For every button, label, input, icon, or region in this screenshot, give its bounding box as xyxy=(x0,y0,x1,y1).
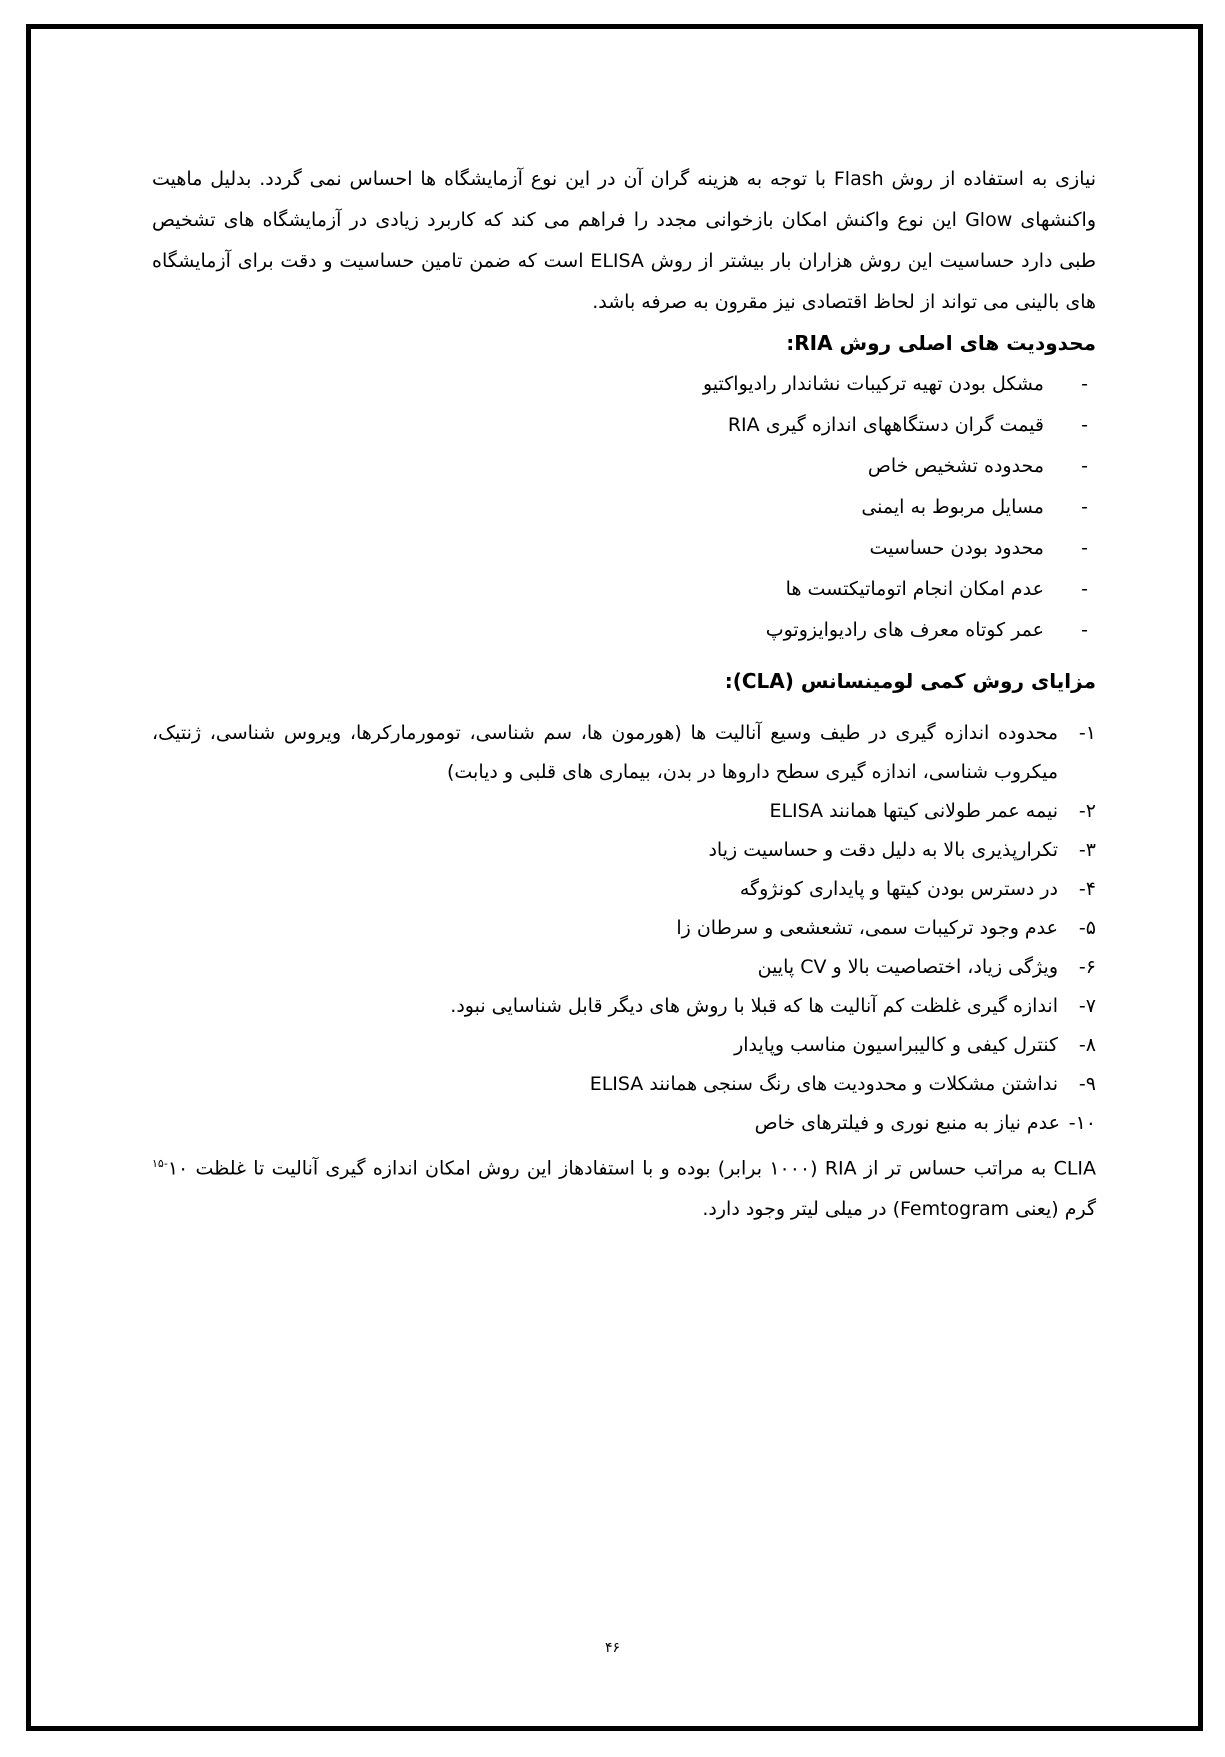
document-body xyxy=(152,159,1096,1230)
power-exponent: -۱۵ xyxy=(152,1157,168,1170)
closing-line-1: CLIA به مراتب حساس تر از RIA (۱۰۰۰ برابر) بوده و با استفادهاز این روش امکان اندازه گیری xyxy=(325,1157,1097,1180)
list-item: - محدوده تشخیص خاص xyxy=(867,455,1088,477)
list-item: ۱- محدوده اندازه گیری در طیف وسیع آنالیت ها (هورمون ها، سم شناسی، تومورمارکرها، ویروس شناسی، ژنتیک، میکروب شناسی، اندازه گیری سطح داروها در بدن، بیماری های قلبی و دیابت) xyxy=(152,722,1096,783)
cla-advantages-list xyxy=(152,714,1096,1143)
list-item: - عدم امکان انجام اتوماتیکتست ها xyxy=(785,578,1088,600)
closing-paragraph xyxy=(152,1143,1096,1230)
list-item: - عمر کوتاه معرف های رادیوایزوتوپ xyxy=(765,619,1088,641)
list-item: - مسایل مربوط به ایمنی xyxy=(861,496,1088,518)
list-item: ۳- تکرارپذیری بالا به دلیل دقت و حساسیت زیاد xyxy=(708,839,1096,861)
list-item: - قیمت گران دستگاههای اندازه گیری RIA xyxy=(727,414,1088,436)
list-item: ۷- اندازه گیری غلظت کم آنالیت ها که قبلا با روش های دیگر قابل شناسایی نبود. xyxy=(450,995,1096,1017)
closing-line-2-end: گرم (یعنی Femtogram) در میلی لیتر وجود دارد. xyxy=(702,1198,1096,1221)
closing-line-2-start: آنالیت تا غلظت xyxy=(188,1157,319,1180)
list-item: ۴- در دسترس بودن کیتها و پایداری کونژوگه xyxy=(739,878,1096,900)
cla-advantages-heading: مزایای روش کمی لومینسانس (CLA): xyxy=(724,669,1096,693)
list-item: ۱۰- عدم نیاز به منبع نوری و فیلترهای خاص xyxy=(754,1112,1096,1134)
page-number: ۴۶ xyxy=(604,1640,621,1656)
intro-paragraph: نیازی به استفاده از روش Flash با توجه به هزینه گران آن در این نوع آزمایشگاه ها احساس نمی گردد. بدلیل ماهیت واکنشهای Glow این نوع واکنش امکان بازخوانی مجدد را فراهم می کند که کاربرد زیادی در آزمایشگاه های تشخیص طبی دارد حساسیت این روش هزاران بار بیشتر از روش ELISA است که ضمن تامین حساسیت و دقت برای آزمایشگاه های بالینی می تواند از لحاظ اقتصادی نیز مقرون به صرفه باشد. xyxy=(152,168,1097,313)
power-base: ۱۰ xyxy=(167,1157,189,1180)
list-item: ۲- نیمه عمر طولانی کیتها همانند ELISA xyxy=(769,800,1096,822)
list-item: ۵- عدم وجود ترکیبات سمی، تشعشعی و سرطان زا xyxy=(676,917,1096,939)
list-item: - مشکل بودن تهیه ترکیبات نشاندار رادیواکتیو xyxy=(702,373,1088,395)
list-item: - محدود بودن حساسیت xyxy=(869,537,1088,559)
list-item: ۹- نداشتن مشکلات و محدودیت های رنگ سنجی همانند ELISA xyxy=(589,1073,1096,1095)
list-item: ۸- کنترل کیفی و کالیبراسیون مناسب وپایدار xyxy=(734,1034,1096,1056)
list-item: ۶- ویژگی زیاد، اختصاصیت بالا و CV پایین xyxy=(757,956,1096,978)
ria-limitations-heading: محدودیت های اصلی روش RIA: xyxy=(786,331,1096,355)
ria-limitations-list xyxy=(152,364,1096,651)
